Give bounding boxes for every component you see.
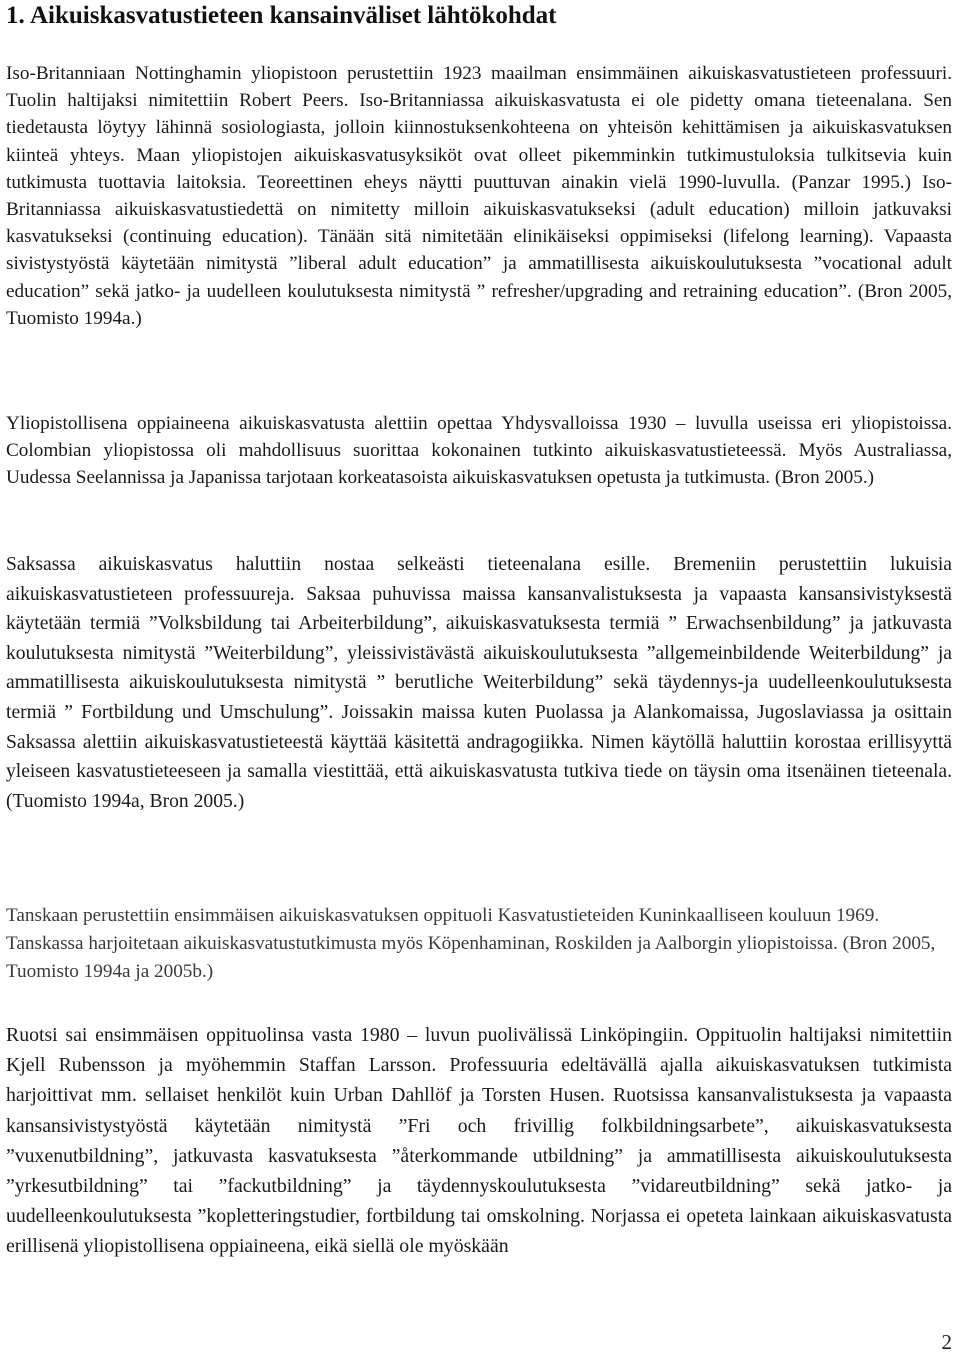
section-number: 1.	[6, 2, 25, 29]
paragraph-united-states: Yliopistollisena oppiaineena aikuiskasvatusta alettiin opettaa Yhdysvalloissa 1930 – luvulla useissa eri yliopistoissa. Colombian yliopistossa oli mahdollisuus suorittaa kokonainen tutkinto aikuiskasvatustieteessä. Myös Australiassa, Uudessa Seelannissa ja Japanissa tarjotaan korkeatasoista aikuiskasvatuksen opetusta ja tutkimusta. (Bron 2005.)	[6, 413, 952, 489]
paragraph-sweden: Ruotsi sai ensimmäisen oppituolinsa vasta 1980 – luvun puolivälissä Linköpingiin. Oppituolin haltijaksi nimitettiin Kjell Rubensson ja myöhemmin Staffan Larsson. Professuuria edeltävällä ajalla aikuiskasvatuksen tutkimista harjoittivat mm. sellaiset henkilöt kuin Urban Dahllöf ja Torsten Husen. Ruotsissa kansanvalistuksesta ja vapaasta kansansivistystyöstä käytetään nimitystä ”Fri och frivillig folkbildningsarbete”, aikuiskasvatuksesta ”vuxenutbildning”, jatkuvasta kasvatuksesta ”återkommande utbildning” ja ammatillisesta aikuiskoulutuksesta ”yrkesutbildning” tai ”fackutbildning” ja täydennyskoulutuksesta ”vidareutbildning” sekä jatko- ja uudelleenkoulutuksesta ”kopletteringstudier, fortbildung tai omskolning. Norjassa ei opeteta lainkaan aikuiskasvatusta erillisenä yliopistollisena oppiaineena, eikä siellä ole myöskään	[6, 1024, 952, 1258]
paragraph-germany: Saksassa aikuiskasvatus haluttiin nostaa selkeästi tieteenalana esille. Bremeniin perustettiin lukuisia aikuiskasvatustieteen professuureja. Saksaa puhuvissa maissa kansanvalistuksesta ja vapaasta kansansivistyksestä käytetään termiä ”Volksbildung tai Arbeiterbildung”, aikuiskasvatuksesta termiä ” Erwachsenbildung” ja jatkuvasta koulutuksesta nimitystä ”Weiterbildung”, yleissivistävästä aikuiskoulutuksesta ”allgemeinbildende Weiterbildung” ja ammatillisesta aikuiskoulutuksesta nimitystä ” berutliche Weiterbildung” sekä täydennys-ja uudelleenkoulutuksesta termiä ” Fortbildung und Umschulung”. Joissakin maissa kuten Puolassa ja Alankomaissa, Jugoslaviassa ja osittain Saksassa alettiin aikuiskasvatustieteestä käyttää käsitettä andragogiikka. Nimen käytöllä haluttiin korostaa erillisyyttä yleiseen kasvatustieteeseen ja samalla viestittää, että aikuiskasvatusta tutkiva tiede on täysin oma itsenäinen tieteenala. (Tuomisto 1994a, Bron 2005.)	[6, 554, 952, 812]
section-title: Aikuiskasvatustieteen kansainväliset lähtökohdat	[30, 2, 557, 29]
section-heading	[6, 2, 952, 30]
paragraph-denmark: Tanskaan perustettiin ensimmäisen aikuiskasvatuksen oppituoli Kasvatustieteiden Kuninkaalliseen kouluun 1969. Tanskassa harjoitetaan aikuiskasvatustutkimusta myös Köpenhaminan, Roskilden ja Aalborgin yliopistoissa. (Bron 2005, Tuomisto 1994a ja 2005b.)	[6, 905, 936, 983]
paragraph-united-kingdom: Iso-Britanniaan Nottinghamin yliopistoon perustettiin 1923 maailman ensimmäinen aikuiskasvatustieteen professuuri. Tuolin haltijaksi nimitettiin Robert Peers. Iso-Britanniassa aikuiskasvatusta ei ole pidetty omana tieteenalana. Sen tiedetausta löytyy lähinnä sosiologiasta, jolloin kiinnostuksenkohteena on yhteisön kehittämisen ja aikuiskasvatuksen kiinteä yhteys. Maan yliopistojen aikuiskasvatusyksiköt ovat olleet pikemminkin tutkimustuloksia tulkitsevia kuin tutkimusta tuottavia laitoksia. Teoreettinen eheys näytti puuttuvan ainakin vielä 1990-luvulla. (Panzar 1995.) Iso-Britanniassa aikuiskasvatustiedettä on nimitetty milloin aikuiskasvatukseksi (adult education) milloin jatkuvaksi kasvatukseksi (continuing education). Tänään sitä nimitetään elinikäiseksi oppimiseksi (lifelong learning). Vapaasta sivistystyöstä käytetään nimitystä ”liberal adult education” ja ammatillisesta aikuiskoulutuksesta ”vocational adult education” sekä jatko- ja uudelleen koulutuksesta nimitystä ” refresher/upgrading and retraining education”. (Bron 2005, Tuomisto 1994a.)	[6, 63, 952, 329]
page-number: 2	[941, 1330, 952, 1354]
